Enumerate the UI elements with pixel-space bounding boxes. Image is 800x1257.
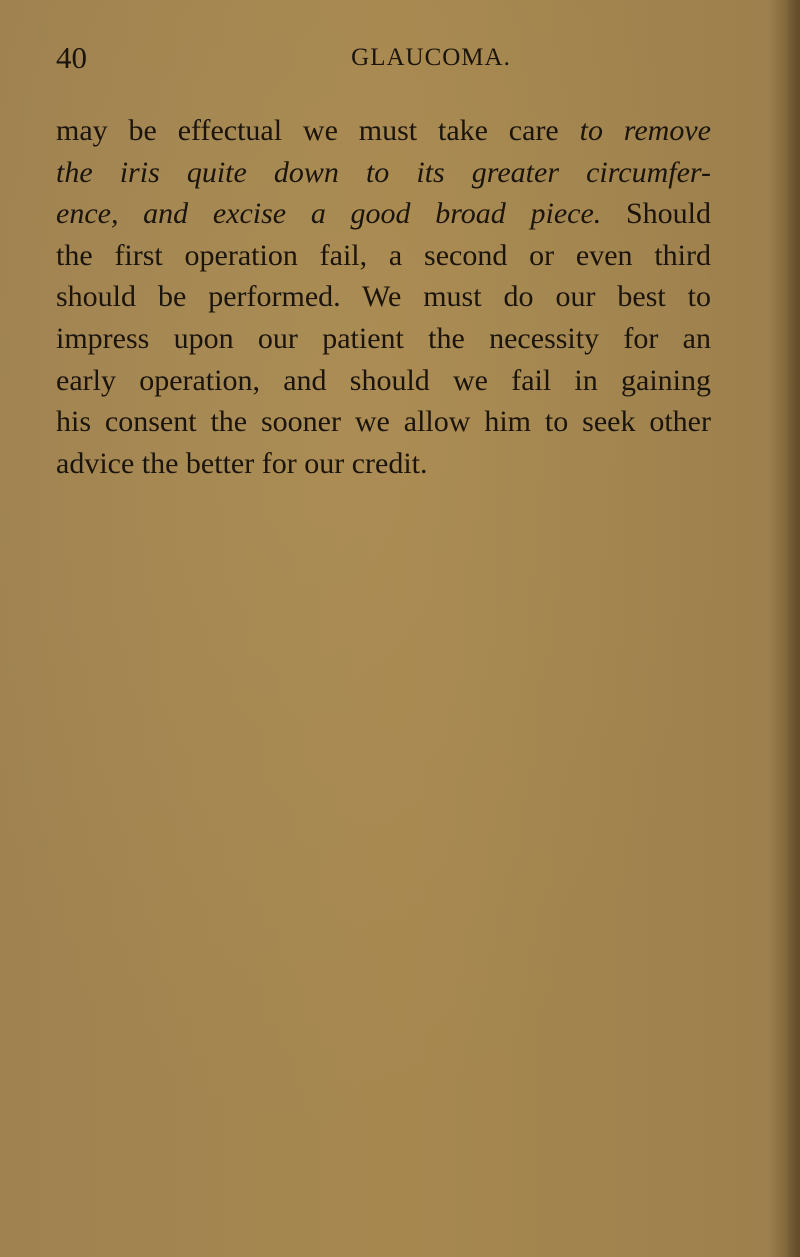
text-segment: early operation, and should we fail in gaining [56,363,711,397]
text-line [56,443,711,485]
text-segment: Should [601,197,712,231]
text-segment: his consent the sooner we allow him to seek other [56,405,711,439]
page-edge-shadow [786,0,800,1257]
running-title: GLAUCOMA. [351,44,511,71]
text-segment: advice the better for our credit. [56,446,428,480]
text-line [56,276,711,318]
text-segment: impress upon our patient the necessity for an [56,321,711,355]
text-segment: should be performed. We must do our best to [56,280,711,314]
text-line [56,360,711,402]
text-line [56,152,711,194]
text-line [56,193,711,235]
text-line [56,318,711,360]
body-paragraph [56,110,711,484]
text-line [56,235,711,277]
page-number: 40 [56,40,87,75]
text-line [56,401,711,443]
text-segment: the first operation fail, a second or even third [56,238,711,272]
italic-text: to remove [579,114,711,147]
text-segment: may be effectual we must take care [56,114,580,147]
running-header [56,38,746,78]
italic-text: ence, and excise a good broad piece. [56,197,602,231]
text-line [56,110,711,152]
italic-text: the iris quite down to its greater circumfer- [56,155,711,189]
